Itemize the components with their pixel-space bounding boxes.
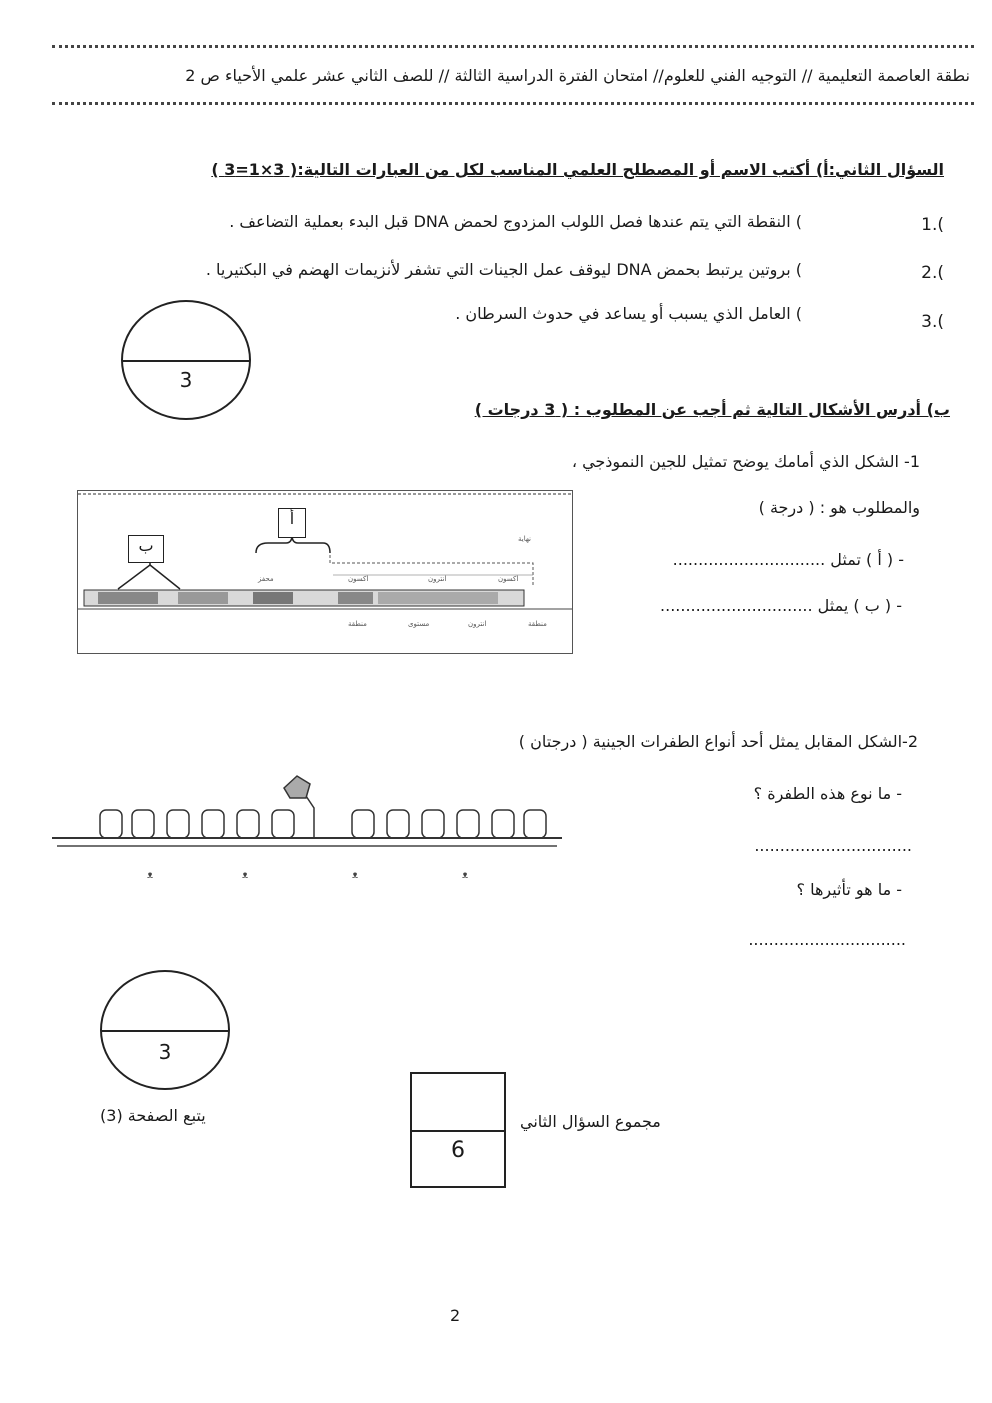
q2-mutation-type: - ما نوع هذه الطفرة ؟: [753, 784, 902, 803]
section-a-score: 3: [179, 368, 193, 392]
total-label: مجموع السؤال الثاني: [520, 1112, 661, 1131]
mutation-diagram: [52, 768, 572, 898]
label-a-box: [278, 508, 306, 538]
svg-text:منطقة: منطقة: [528, 620, 547, 628]
label-b-box: [128, 535, 164, 563]
svg-text:نهاية: نهاية: [518, 535, 532, 543]
label-a-text: أ: [289, 509, 295, 528]
svg-text:ᴥ: ᴥ: [242, 870, 249, 881]
mutation-figure: [52, 768, 572, 898]
q2-intro: 2-الشكل المقابل يمثل أحد أنواع الطفرات الجينية ( درجتان ): [518, 732, 918, 751]
svg-text:منطقة: منطقة: [348, 620, 367, 628]
total-score-box: [410, 1072, 506, 1188]
q1-a-answer: - ( أ ) تمثل ..............................: [672, 550, 904, 569]
item-2-number: 2.(: [921, 263, 944, 283]
item-1-number: 1.(: [921, 215, 944, 235]
q1-intro: 1- الشكل الذي أمامك يوضح تمثيل للجين النموذجي ،: [571, 452, 920, 471]
item-2-text: ) بروتين يرتبط بحمض DNA ليوقف عمل الجينات التي تشفر لأنزيمات الهضم في البكتيريا .: [205, 260, 802, 279]
section-b-score: 3: [158, 1040, 172, 1064]
svg-text:اكسون: اكسون: [498, 575, 519, 583]
svg-text:مستوى: مستوى: [408, 620, 430, 628]
section-a-score-circle: [121, 300, 251, 420]
svg-text:ᴥ: ᴥ: [352, 870, 359, 881]
svg-text:محفز: محفز: [258, 575, 274, 583]
svg-text:ᴥ: ᴥ: [462, 870, 469, 881]
item-1-text: ) النقطة التي يتم عندها فصل اللولب المزدوج لحمض DNA قبل البدء بعملية التضاعف .: [229, 212, 802, 231]
section-a-title: السؤال الثاني:أ) أكتب الاسم أو المصطلح العلمي المناسب لكل من العبارات التالية:( 3×1=3 ): [211, 160, 944, 179]
svg-text:انترون: انترون: [428, 575, 447, 583]
item-3-number: 3.(: [921, 312, 944, 332]
total-score: 6: [451, 1138, 465, 1163]
continue-note: يتبع الصفحة (3): [100, 1106, 206, 1125]
section-b-score-circle: [100, 970, 230, 1090]
svg-text:ᴥ: ᴥ: [147, 870, 154, 881]
svg-text:اكسون: اكسون: [348, 575, 369, 583]
page-number: 2: [450, 1306, 461, 1325]
q1-b-answer: - ( ب ) يمثل ..............................: [660, 596, 902, 615]
q1-required: والمطلوب هو : ( درجة ): [758, 498, 920, 517]
exam-header: نطقة العاصمة التعليمية // التوجيه الفني للعلوم// امتحان الفترة الدراسية الثالثة // للصف الثاني عشر علمي الأحياء ص 2: [185, 66, 970, 85]
gene-figure: [77, 490, 573, 654]
label-b-text: ب: [138, 536, 154, 555]
gene-diagram: [78, 491, 572, 653]
q2-answer-line-1: ...............................: [754, 836, 912, 855]
section-b-title: ب) أدرس الأشكال التالية ثم أجب عن المطلوب : ( 3 درجات ): [474, 400, 950, 419]
item-3-text: ) العامل الذي يسبب أو يساعد في حدوث السرطان .: [455, 304, 802, 323]
q2-answer-line-2: ...............................: [748, 930, 906, 949]
q2-mutation-effect: - ما هو تأثيرها ؟: [796, 880, 902, 899]
svg-text:انترون: انترون: [468, 620, 487, 628]
